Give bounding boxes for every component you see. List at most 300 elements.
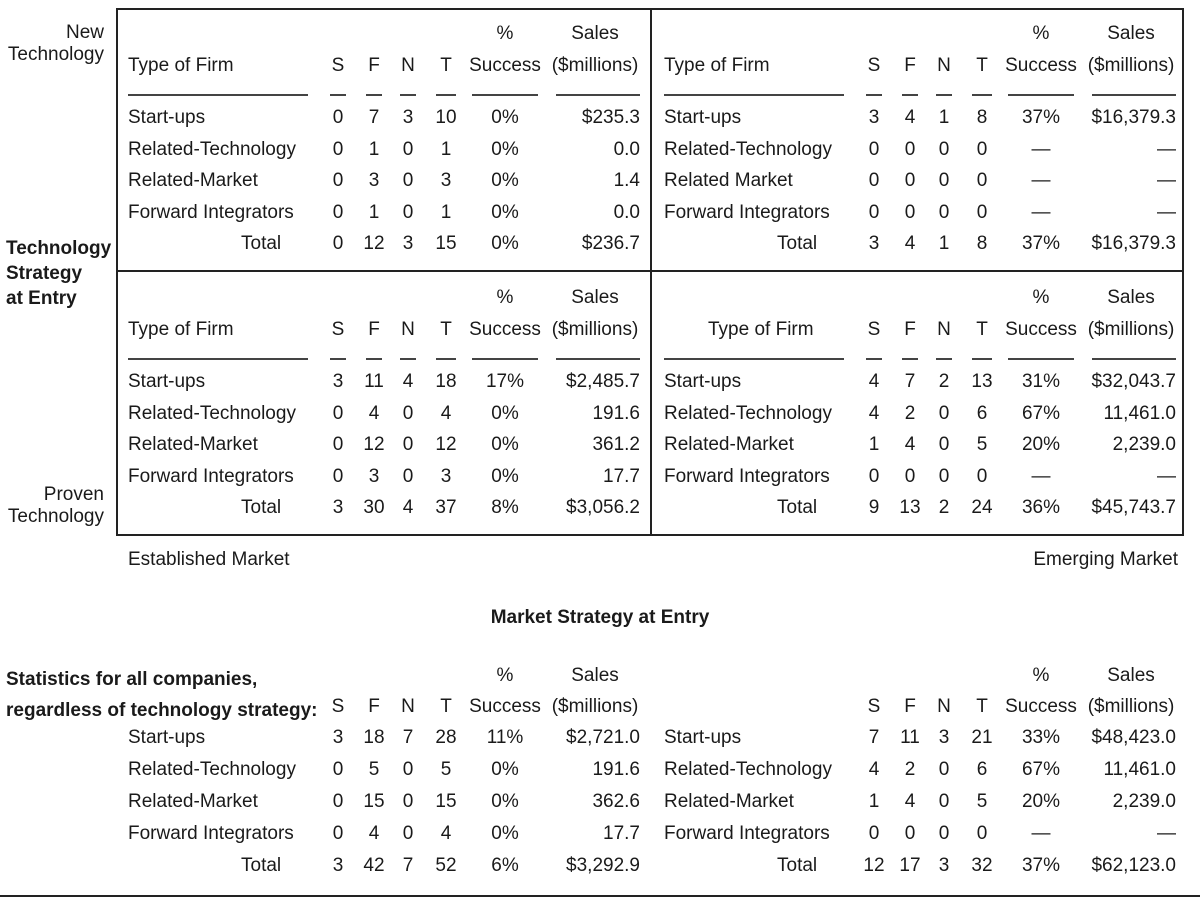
table-row	[116, 402, 650, 426]
t-value: 10	[435, 107, 457, 128]
firm-type-label: Related-Technology	[664, 138, 832, 160]
f-value: 0	[904, 823, 916, 844]
type-of-firm-header: Type of Firm	[128, 55, 234, 76]
percent-success-value: 0%	[491, 434, 519, 455]
n-value: 2	[938, 371, 950, 392]
sales-value: 0.0	[613, 138, 640, 160]
sales-value: 1.4	[613, 170, 640, 191]
market-strategy-label: Market Strategy at Entry	[490, 607, 710, 628]
s-value: 0	[868, 170, 880, 191]
s-header: S	[867, 696, 881, 717]
sales-value: $235.3	[581, 107, 640, 128]
percent-success-value: 0%	[491, 465, 519, 487]
n-value: 0	[402, 759, 414, 780]
f-value: 42	[363, 855, 385, 876]
header-underline	[128, 94, 308, 96]
percent-success-value: 0%	[491, 107, 519, 128]
percent-header-top: %	[496, 23, 514, 44]
sales-value: 2,239.0	[1112, 434, 1176, 455]
percent-success-value: 36%	[1021, 497, 1061, 518]
n-value: 0	[938, 402, 950, 424]
t-header: T	[976, 696, 988, 717]
firm-type-label: Related-Technology	[128, 138, 296, 160]
sales-header-top: Sales	[571, 665, 619, 686]
s-value: 0	[332, 170, 344, 191]
n-value: 7	[402, 855, 414, 876]
table-row	[652, 169, 1184, 193]
percent-success-value: 0%	[491, 759, 519, 780]
firm-type-label: Total	[777, 855, 818, 876]
f-value: 12	[363, 233, 385, 254]
proven-technology-line1: Proven	[43, 484, 104, 505]
s-value: 0	[332, 791, 344, 812]
header-underline	[902, 358, 918, 360]
t-value: 3	[440, 465, 452, 487]
t-value: 5	[976, 791, 988, 812]
f-value: 5	[368, 759, 380, 780]
sales-header-bottom: ($millions)	[551, 55, 639, 76]
stats-header-bottom	[116, 695, 650, 719]
s-value: 4	[868, 402, 880, 424]
header-underline	[436, 358, 456, 360]
s-header: S	[867, 55, 881, 76]
s-value: 0	[868, 138, 880, 160]
t-value: 12	[435, 434, 457, 455]
firm-type-label: Related-Market	[128, 434, 258, 455]
stats-header-top	[116, 664, 650, 688]
f-value: 1	[368, 201, 380, 223]
t-value: 5	[976, 434, 988, 455]
n-header: N	[401, 55, 415, 76]
firm-type-label: Forward Integrators	[664, 823, 830, 844]
t-value: 1	[440, 201, 452, 223]
bottom-rule	[0, 895, 1200, 897]
sales-header-bottom: ($millions)	[551, 319, 639, 340]
t-value: 21	[971, 727, 993, 748]
t-value: 37	[435, 497, 457, 518]
sales-header-top: Sales	[1107, 287, 1155, 308]
t-value: 15	[435, 233, 457, 254]
percent-success-value: 17%	[485, 371, 525, 392]
s-value: 0	[868, 465, 880, 487]
table-row	[116, 433, 650, 457]
percent-success-value: 0%	[491, 823, 519, 844]
f-value: 30	[363, 497, 385, 518]
panel-new-tech-established-market	[116, 8, 650, 270]
percent-success-value: 8%	[491, 497, 519, 518]
table-row	[116, 370, 650, 394]
s-value: 0	[332, 434, 344, 455]
f-value: 0	[904, 138, 916, 160]
header-underline	[330, 358, 346, 360]
sales-value: 11,461.0	[1103, 402, 1176, 424]
sales-header-top: Sales	[1107, 23, 1155, 44]
header-underline	[1008, 358, 1074, 360]
t-value: 52	[435, 855, 457, 876]
percent-header-bottom: Success	[469, 319, 541, 340]
s-value: 0	[332, 107, 344, 128]
s-header: S	[331, 55, 345, 76]
firm-type-label: Forward Integrators	[128, 201, 294, 223]
firm-type-label: Related-Market	[128, 170, 258, 191]
f-value: 11	[900, 727, 920, 748]
statistics-title-line1: Statistics for all companies,	[6, 669, 258, 690]
percent-success-value: 0%	[491, 138, 519, 160]
header-row-top	[116, 22, 650, 46]
header-underline	[128, 358, 308, 360]
percent-success-value: 20%	[1021, 791, 1061, 812]
header-underline	[1092, 94, 1176, 96]
t-value: 18	[435, 371, 457, 392]
n-value: 0	[938, 759, 950, 780]
percent-header-bottom: Success	[1005, 319, 1077, 340]
percent-header-bottom: Success	[1005, 55, 1077, 76]
sales-header-top: Sales	[1107, 665, 1155, 686]
f-header: F	[368, 55, 380, 76]
firm-type-label: Forward Integrators	[128, 465, 294, 487]
sales-value: —	[1157, 170, 1176, 191]
n-value: 0	[938, 138, 950, 160]
n-value: 0	[402, 434, 414, 455]
t-value: 0	[976, 465, 988, 487]
table-row	[116, 822, 650, 846]
established-market-label: Established Market	[128, 549, 290, 570]
f-header: F	[904, 55, 916, 76]
percent-header-top: %	[496, 287, 514, 308]
type-of-firm-header: Type of Firm	[128, 319, 234, 340]
total-row	[652, 232, 1184, 256]
firm-type-label: Start-ups	[128, 371, 206, 392]
s-value: 4	[868, 759, 880, 780]
table-row	[652, 790, 1184, 814]
percent-success-value: 37%	[1021, 855, 1061, 876]
f-value: 4	[368, 402, 380, 424]
t-value: 3	[440, 170, 452, 191]
percent-header-bottom: Success	[469, 696, 541, 717]
f-value: 4	[368, 823, 380, 844]
percent-success-value: —	[1031, 465, 1051, 487]
f-value: 3	[368, 170, 380, 191]
table-row	[652, 822, 1184, 846]
percent-success-value: 67%	[1021, 402, 1061, 424]
t-value: 6	[976, 759, 988, 780]
sales-value: 0.0	[613, 201, 640, 223]
firm-type-label: Forward Integrators	[664, 201, 830, 223]
f-header: F	[368, 319, 380, 340]
total-row	[116, 232, 650, 256]
n-header: N	[401, 696, 415, 717]
n-value: 0	[402, 138, 414, 160]
n-value: 3	[402, 233, 414, 254]
f-header: F	[904, 319, 916, 340]
n-value: 0	[402, 402, 414, 424]
firm-type-label: Start-ups	[664, 107, 742, 128]
sales-value: —	[1157, 465, 1176, 487]
f-header: F	[904, 696, 916, 717]
header-underline	[366, 94, 382, 96]
sales-header-bottom: ($millions)	[1087, 55, 1175, 76]
percent-success-value: —	[1031, 138, 1051, 160]
header-underline	[400, 358, 416, 360]
s-value: 0	[332, 402, 344, 424]
proven-technology-line2: Technology	[7, 506, 104, 527]
t-value: 0	[976, 201, 988, 223]
percent-header-top: %	[1032, 665, 1050, 686]
sales-value: $16,379.3	[1091, 233, 1176, 254]
table-row	[652, 726, 1184, 750]
header-underline	[972, 358, 992, 360]
f-value: 18	[363, 727, 385, 748]
sales-value: 17.7	[603, 823, 640, 844]
table-row	[652, 433, 1184, 457]
t-header: T	[440, 319, 452, 340]
firm-type-label: Total	[777, 233, 818, 254]
table-row	[652, 201, 1184, 225]
f-value: 13	[899, 497, 921, 518]
header-underline	[972, 94, 992, 96]
total-row	[116, 854, 650, 878]
header-underline	[330, 94, 346, 96]
t-value: 1	[440, 138, 452, 160]
technology-strategy-line3: at Entry	[6, 288, 77, 309]
header-underline	[1008, 94, 1074, 96]
f-value: 0	[904, 170, 916, 191]
percent-success-value: 31%	[1021, 371, 1061, 392]
s-header: S	[331, 319, 345, 340]
f-header: F	[368, 696, 380, 717]
sales-value: $3,056.2	[566, 497, 640, 518]
n-header: N	[937, 696, 951, 717]
sales-value: $62,123.0	[1091, 855, 1176, 876]
t-value: 4	[440, 823, 452, 844]
table-row	[652, 138, 1184, 162]
f-value: 17	[899, 855, 921, 876]
n-header: N	[937, 55, 951, 76]
f-value: 15	[363, 791, 385, 812]
n-value: 0	[402, 791, 414, 812]
proven-technology-label	[8, 484, 104, 528]
f-value: 11	[364, 371, 384, 392]
type-of-firm-header: Type of Firm	[664, 55, 770, 76]
sales-value: $2,485.7	[566, 371, 640, 392]
f-value: 3	[368, 465, 380, 487]
s-value: 0	[332, 233, 344, 254]
sales-header-bottom: ($millions)	[1087, 319, 1175, 340]
n-value: 4	[402, 371, 414, 392]
t-value: 5	[440, 759, 452, 780]
n-value: 4	[402, 497, 414, 518]
sales-value: 11,461.0	[1103, 759, 1176, 780]
s-value: 3	[868, 107, 880, 128]
header-underline	[556, 94, 640, 96]
header-row-bottom	[116, 318, 650, 342]
header-underline	[936, 358, 952, 360]
sales-value: $3,292.9	[566, 855, 640, 876]
table-row	[116, 465, 650, 489]
table-row	[652, 402, 1184, 426]
header-row-top	[116, 286, 650, 310]
header-underline	[366, 358, 382, 360]
t-header: T	[976, 55, 988, 76]
header-underline	[866, 94, 882, 96]
stats-header-top	[652, 664, 1184, 688]
firm-type-label: Related Market	[664, 170, 793, 191]
percent-success-value: —	[1031, 823, 1051, 844]
t-value: 0	[976, 138, 988, 160]
percent-header-top: %	[1032, 23, 1050, 44]
statistics-title-line2: regardless of technology strategy:	[6, 700, 318, 721]
t-header: T	[440, 55, 452, 76]
percent-success-value: 0%	[491, 233, 519, 254]
header-row-top	[652, 22, 1184, 46]
t-value: 8	[976, 233, 988, 254]
n-value: 3	[938, 727, 950, 748]
panel-proven-tech-established-market	[116, 272, 650, 536]
n-value: 3	[402, 107, 414, 128]
total-row	[116, 496, 650, 520]
percent-success-value: 37%	[1021, 107, 1061, 128]
firm-type-label: Start-ups	[128, 107, 206, 128]
header-underline	[664, 358, 844, 360]
firm-type-label: Related-Market	[664, 791, 794, 812]
header-underline	[400, 94, 416, 96]
n-value: 0	[402, 465, 414, 487]
s-value: 4	[868, 371, 880, 392]
new-technology-label	[8, 22, 104, 66]
s-header: S	[867, 319, 881, 340]
t-value: 32	[971, 855, 993, 876]
table-row	[116, 201, 650, 225]
firm-type-label: Related-Technology	[664, 759, 832, 780]
f-value: 4	[904, 233, 916, 254]
n-value: 0	[938, 170, 950, 191]
table-row	[116, 106, 650, 130]
firm-type-label: Total	[241, 497, 282, 518]
f-value: 1	[368, 138, 380, 160]
f-value: 0	[904, 465, 916, 487]
stats-header-bottom	[652, 695, 1184, 719]
total-row	[652, 854, 1184, 878]
percent-success-value: 0%	[491, 201, 519, 223]
s-value: 0	[868, 201, 880, 223]
s-value: 1	[868, 791, 880, 812]
percent-success-value: 33%	[1021, 727, 1061, 748]
n-value: 0	[402, 823, 414, 844]
sales-value: —	[1157, 823, 1176, 844]
f-value: 2	[904, 759, 916, 780]
sales-value: $16,379.3	[1091, 107, 1176, 128]
sales-value: 2,239.0	[1112, 791, 1176, 812]
percent-header-top: %	[496, 665, 514, 686]
technology-strategy-label	[6, 236, 111, 311]
percent-success-value: —	[1031, 170, 1051, 191]
t-value: 15	[435, 791, 457, 812]
sales-value: $236.7	[581, 233, 640, 254]
n-value: 2	[938, 497, 950, 518]
percent-success-value: 67%	[1021, 759, 1061, 780]
sales-value: 191.6	[592, 402, 640, 424]
firm-type-label: Related-Market	[128, 791, 258, 812]
panel-proven-tech-emerging-market	[652, 272, 1184, 536]
firm-type-label: Forward Integrators	[664, 465, 830, 487]
s-value: 12	[863, 855, 885, 876]
firm-type-label: Start-ups	[128, 727, 206, 748]
header-row-bottom	[652, 54, 1184, 78]
f-value: 4	[904, 107, 916, 128]
s-value: 3	[332, 371, 344, 392]
s-value: 0	[868, 823, 880, 844]
t-value: 8	[976, 107, 988, 128]
s-value: 7	[868, 727, 880, 748]
header-underline	[902, 94, 918, 96]
t-header: T	[976, 319, 988, 340]
f-value: 7	[904, 371, 916, 392]
percent-success-value: 0%	[491, 170, 519, 191]
total-row	[652, 496, 1184, 520]
percent-success-value: 0%	[491, 402, 519, 424]
header-row-top	[652, 286, 1184, 310]
n-header: N	[401, 319, 415, 340]
header-underline	[556, 358, 640, 360]
header-underline	[436, 94, 456, 96]
f-value: 7	[368, 107, 380, 128]
s-value: 0	[332, 138, 344, 160]
table-row	[116, 138, 650, 162]
t-value: 0	[976, 823, 988, 844]
s-value: 0	[332, 759, 344, 780]
header-underline	[664, 94, 844, 96]
percent-success-value: 20%	[1021, 434, 1061, 455]
n-header: N	[937, 319, 951, 340]
n-value: 0	[938, 791, 950, 812]
firm-type-label: Related-Market	[664, 434, 794, 455]
technology-strategy-line2: Strategy	[6, 263, 83, 284]
n-value: 1	[938, 233, 950, 254]
header-underline	[1092, 358, 1176, 360]
s-value: 3	[332, 855, 344, 876]
new-technology-line1: New	[65, 22, 104, 43]
sales-header-bottom: ($millions)	[1087, 696, 1175, 717]
percent-header-bottom: Success	[469, 55, 541, 76]
firm-type-label: Related-Technology	[128, 759, 296, 780]
t-value: 28	[435, 727, 457, 748]
s-value: 0	[332, 465, 344, 487]
s-value: 3	[332, 497, 344, 518]
s-value: 1	[868, 434, 880, 455]
header-row-bottom	[116, 54, 650, 78]
new-technology-line2: Technology	[7, 44, 104, 65]
percent-header-bottom: Success	[1005, 696, 1077, 717]
firm-type-label: Total	[777, 497, 818, 518]
firm-type-label: Total	[241, 855, 282, 876]
table-row	[116, 169, 650, 193]
type-of-firm-header: Type of Firm	[708, 319, 814, 340]
s-value: 3	[868, 233, 880, 254]
f-value: 0	[904, 201, 916, 223]
t-value: 13	[971, 371, 993, 392]
sales-value: $48,423.0	[1091, 727, 1176, 748]
t-header: T	[440, 696, 452, 717]
n-value: 0	[402, 170, 414, 191]
percent-success-value: —	[1031, 201, 1051, 223]
firm-type-label: Related-Technology	[664, 402, 832, 424]
percent-success-value: 37%	[1021, 233, 1061, 254]
sales-value: $32,043.7	[1091, 371, 1176, 392]
table-row	[652, 758, 1184, 782]
n-value: 1	[938, 107, 950, 128]
f-value: 2	[904, 402, 916, 424]
percent-success-value: 0%	[491, 791, 519, 812]
